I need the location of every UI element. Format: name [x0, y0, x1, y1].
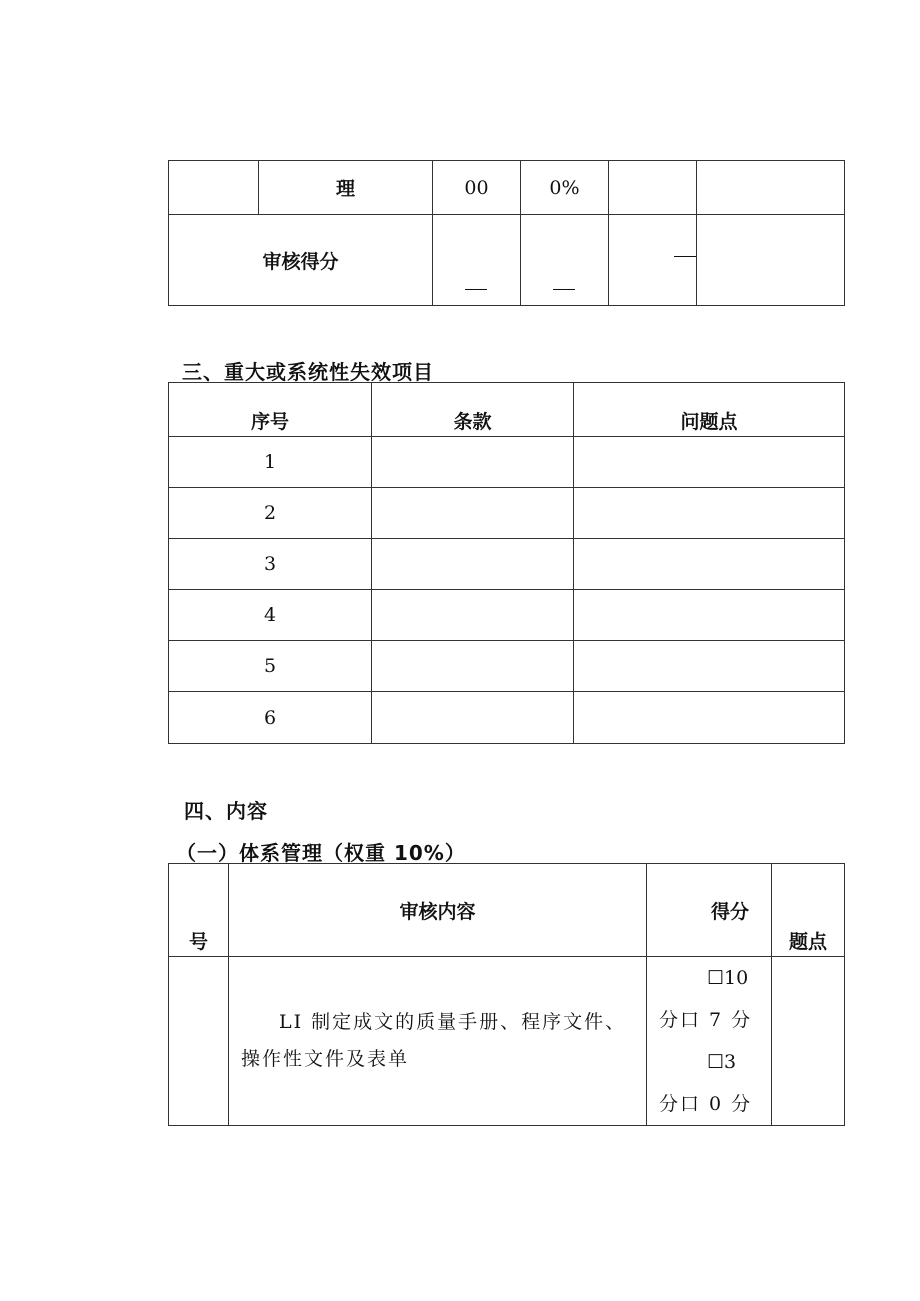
- issue-cell: [574, 539, 845, 590]
- issue-cell: [574, 437, 845, 488]
- content-text: LI 制定成文的质量手册、程序文件、操作性文件及表单: [241, 1011, 627, 1070]
- table-row: [169, 539, 845, 590]
- issue-cell: [772, 957, 845, 1126]
- table-row: [169, 692, 845, 744]
- no-cell: [169, 957, 229, 1126]
- percent-cell: 0%: [521, 161, 609, 215]
- header-score: 得分: [647, 864, 772, 957]
- empty-cell: [697, 161, 845, 215]
- audit-content-table: [168, 863, 845, 1126]
- content-cell: [229, 957, 647, 1126]
- section4-subtitle: （一）体系管理（权重 10%）: [176, 841, 466, 865]
- clause-cell: [372, 692, 574, 744]
- section3-title: 三、重大或系统性失效项目: [182, 360, 434, 384]
- item-cell: 理: [259, 161, 433, 215]
- header-no: 号: [169, 864, 229, 957]
- header-seq: 序号: [169, 383, 372, 437]
- audit-score-label: 审核得分: [169, 215, 433, 306]
- score-cell: [433, 215, 521, 306]
- clause-cell: [372, 590, 574, 641]
- blank-dash: [465, 289, 487, 290]
- issue-cell: [574, 590, 845, 641]
- value-cell: 00: [433, 161, 521, 215]
- issue-cell: [574, 641, 845, 692]
- failure-items-table: [168, 382, 845, 744]
- score-cell: [697, 215, 845, 306]
- seq-cell: 4: [169, 590, 372, 641]
- empty-cell: [609, 161, 697, 215]
- seq-cell: 2: [169, 488, 372, 539]
- table-row: [169, 437, 845, 488]
- table-row: [169, 590, 845, 641]
- table-row: [169, 641, 845, 692]
- clause-cell: [372, 539, 574, 590]
- blank-dash: [674, 256, 696, 257]
- table-row: [169, 957, 845, 1126]
- score-summary-table: [168, 160, 845, 306]
- header-clause: 条款: [372, 383, 574, 437]
- clause-cell: [372, 437, 574, 488]
- header-issue: 问题点: [574, 383, 845, 437]
- seq-cell: 3: [169, 539, 372, 590]
- seq-cell: 1: [169, 437, 372, 488]
- clause-cell: [372, 641, 574, 692]
- section4-title: 四、内容: [184, 799, 268, 823]
- score-option: 分口 0 分: [659, 1093, 753, 1115]
- empty-cell: [169, 161, 259, 215]
- header-issue: 题点: [772, 864, 845, 957]
- blank-dash: [553, 289, 575, 290]
- header-content: 审核内容: [229, 864, 647, 957]
- issue-cell: [574, 488, 845, 539]
- score-option: ☐3: [707, 1051, 737, 1073]
- score-cell: [609, 215, 697, 306]
- score-option: ☐10: [707, 967, 749, 989]
- seq-cell: 5: [169, 641, 372, 692]
- issue-cell: [574, 692, 845, 744]
- clause-cell: [372, 488, 574, 539]
- score-cell: [521, 215, 609, 306]
- score-option: 分口 7 分: [659, 1009, 753, 1031]
- seq-cell: 6: [169, 692, 372, 744]
- table-row: [169, 488, 845, 539]
- score-cell: [647, 957, 772, 1126]
